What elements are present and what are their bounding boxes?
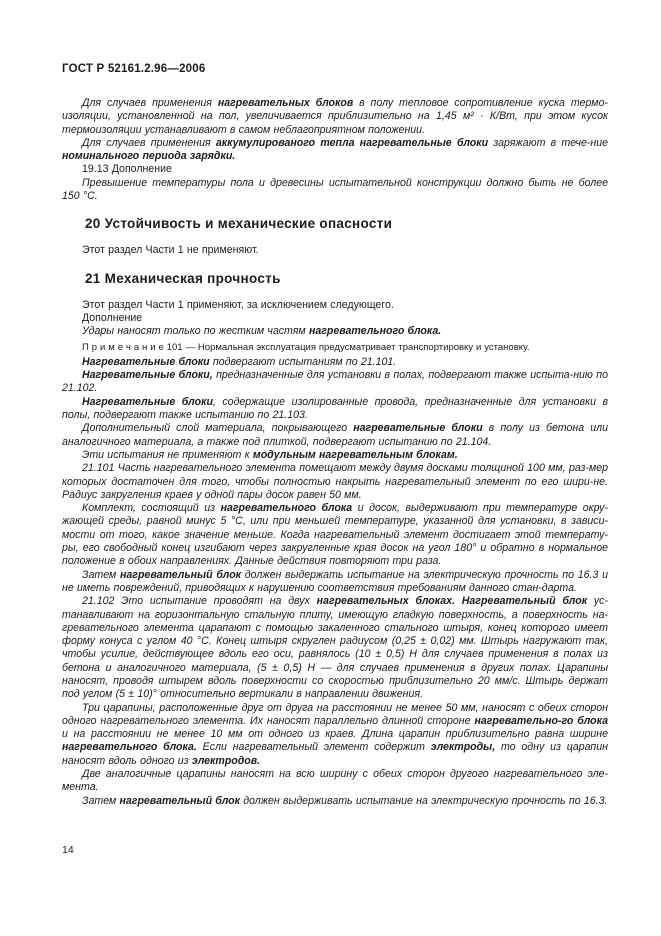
text-run: аккумулированого тепла нагревательные блоки (215, 136, 489, 149)
text-run: нагревательного блока. (62, 741, 197, 754)
paragraph (62, 177, 608, 204)
paragraph (62, 595, 608, 701)
paragraph (62, 325, 608, 338)
text-run: и досок, выдерживают при температуре окру-жающей среды, равной минус 5 °С, или при меньшей температуре, указанной для установки, в зависи-мости от того, какое значение меньше. Когда нагревательный элемент достигает этой температу-ры, его свободный конец изгибают через закругленные края досок на угол 180° и обратно в нормальное положение в обоих направлениях. Данные действия повторяют три раза. (62, 502, 608, 568)
text-run: Этот раздел Части 1 не применяют. (82, 244, 259, 257)
text-run: нагревательного блока (220, 502, 353, 515)
paragraph (62, 569, 608, 596)
text-run: Для случаев применения (82, 136, 216, 149)
text-run: Если нагревательный элемент содержит (196, 741, 431, 754)
text-run: нагревательные блоки (353, 422, 483, 435)
paragraph (62, 795, 608, 808)
paragraph (62, 244, 608, 257)
paragraph (62, 462, 608, 502)
text-run: Нагревательные блоки (82, 395, 213, 408)
text-run: 21.102 Это испытание проводят на двух (82, 595, 317, 608)
text-run: Дополнительный слой материала, покрывающего (82, 422, 354, 435)
paragraph (62, 163, 608, 176)
text-run: Этот раздел Части 1 применяют, за исключением следующего. (82, 298, 394, 311)
text-run: Нагревательные блоки (82, 355, 210, 368)
text-run: 21.101 Часть нагревательного элемента помещают между двумя досками толщиной 100 мм, раз-мер которых достаточен для того, чтобы полностью накрыть нагревательный элемент по его шири-не. Радиус закругления краев у одной пары досок равен 50 мм. (62, 462, 608, 501)
text-run: Превышение температуры пола и древесины испытательной конструкции должно быть не более 150 °С. (62, 176, 608, 203)
text-run: ус-танавливают на горизонтальную стальную плиту, имеющую гладкую поверхность, а поверхность на-гревательного элемента царапают с помощью закаленного стального штыря, конец которого имеет форму конуса с углом 40 °С. Конец штыря скруглен радиусом (0,25 ± 0,02) мм. Штырь нагружают так, чтобы усилие, действующее вдоль его оси, равнялось (10 ± 0,5) Н для случаев применения в полах из бетона и аналогичного материала, (5 ± 0,5) Н — для случаев применения в других полах. Царапины наносят, проводя штырем вдоль поверхности со скоростью приблизительно 20 мм/с. Штырь держат под углом (5 ± 10)° относительно вертикали в направлении движения. (62, 595, 608, 701)
text-run: Затем (82, 794, 120, 807)
text-run: то одну из царапин наносят вдоль одного из (62, 741, 608, 767)
paragraph (62, 422, 608, 449)
page-number: 14 (62, 844, 74, 856)
text-run: нагревательных блоках. Нагревательный блок (316, 595, 588, 608)
text-run: модульным нагревательным блокам. (252, 448, 458, 461)
note-paragraph (62, 341, 608, 354)
paragraph (62, 356, 608, 369)
text-run: нагревательных блоков (217, 97, 354, 109)
paragraph (62, 396, 608, 423)
paragraph (62, 502, 608, 568)
doc-number-header: ГОСТ Р 52161.2.96—2006 (62, 63, 206, 75)
text-run: нагревательного блока. (308, 325, 442, 338)
text-run: заряжают в тече-ние (488, 136, 609, 149)
paragraph (62, 299, 608, 312)
text-run: Удары наносят только по жестким частям (82, 325, 309, 338)
text-run: нагревательно-го блока (474, 714, 609, 727)
text-run: Комплект, состоящий из (82, 502, 221, 515)
paragraph (62, 97, 608, 137)
text-run: подвергают испытаниям по 21.101. (209, 355, 397, 368)
text-run: 19.13 Дополнение (82, 163, 172, 176)
text-run: должен выдерживать испытание на электрическую прочность по 16.3. (240, 794, 608, 807)
text-run: Дополнение (82, 311, 143, 324)
text-run: электродов. (191, 754, 261, 767)
paragraph (62, 137, 608, 164)
text-run: должен выдержать испытание на электрическую прочность по 16.3 и не иметь повреждений, приводящих к нарушению соответствия требованиям данного стан-дарта. (62, 568, 609, 594)
paragraph (62, 312, 608, 325)
paragraph (62, 702, 608, 768)
text-run: П р и м е ч а н и е 101 — Нормальная эксплуатация предусматривает транспортировку и установку. (82, 341, 530, 353)
text-run: Три царапины, расположенные друг от друга на расстоянии не менее 50 мм, наносят с обеих сторон одного нагревательного элемента. Их наносят параллельно длинной стороне (62, 701, 608, 727)
text-run: номинального периода зарядки. (62, 150, 236, 163)
text-run: электроды, (430, 741, 496, 754)
text-run: Эти испытания не применяют к (82, 448, 253, 461)
text-run: предназначенные для установки в полах, подвергают также испыта-нию по 21.102. (62, 369, 608, 395)
text-run: Две аналогичные царапины наносят на всю ширину с обеих сторон другого нагревательного эле-мента. (62, 768, 608, 794)
section-heading: 21 Механическая прочность (85, 270, 281, 286)
text-run: нагревательный блок (119, 794, 241, 807)
paragraph (62, 768, 608, 795)
text-run: в полу из бетона или аналогичного материала, а также под плиткой, подвергают испытанию по 21.104. (62, 422, 608, 448)
text-run: , содержащие изолированные провода, предназначенные для установки в полы, подвергают также испытанию по 21.103. (62, 395, 608, 422)
text-run: нагревательный блок (120, 568, 242, 581)
section-heading: 20 Устойчивость и механические опасности (85, 216, 393, 232)
document-content (62, 97, 608, 808)
text-run: в полу тепловое сопротивление куска термо-изоляции, установленной на пол, увеличивается приблизительно на 1,45 м² · К/Вт, при этом кусок термоизоляции устанавливают в самом неблагоприятном положении. (62, 97, 608, 136)
paragraph (62, 449, 608, 462)
text-run: Затем (82, 568, 121, 581)
text-run: Для случаев применения (82, 97, 218, 109)
text-run: и на расстоянии не менее 10 мм от одного из краев. Длина царапин приблизительно равна ширине (62, 728, 608, 741)
paragraph (62, 369, 608, 396)
text-run: Нагревательные блоки, (82, 369, 213, 382)
